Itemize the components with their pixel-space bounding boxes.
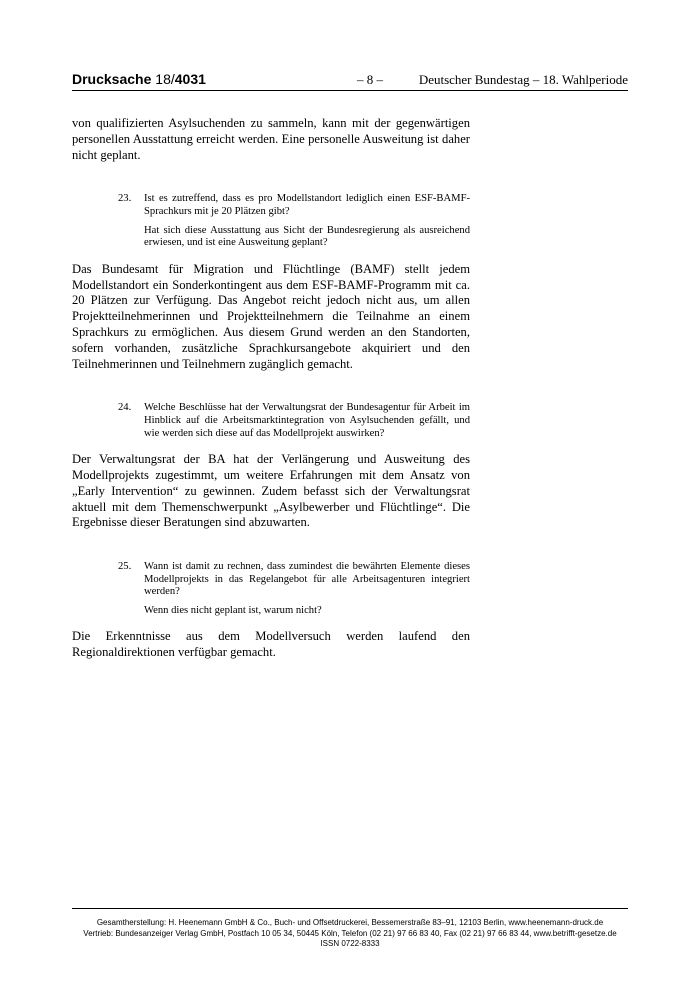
doc-number-prefix: 18/ bbox=[155, 71, 175, 87]
question-number: 23. bbox=[118, 193, 132, 205]
answer-text: Die Erkenntnisse aus dem Modellversuch werden laufend den Regionaldirektionen verfügbar gemacht. bbox=[72, 629, 470, 660]
parliament-period: Deutscher Bundestag – 18. Wahlperiode bbox=[418, 72, 628, 87]
footer-issn: ISSN 0722-8333 bbox=[320, 939, 380, 948]
question-text: Ist es zutreffend, dass es pro Modellstandort lediglich einen ESF-BAMF-Sprachkurs mit je 20 Plätzen gibt? bbox=[144, 193, 470, 217]
question-number: 24. bbox=[118, 402, 132, 414]
question-number: 25. bbox=[118, 561, 132, 573]
doc-number: 4031 bbox=[174, 71, 206, 87]
page-number: – 8 – bbox=[357, 72, 383, 87]
footer-distribution: Vertrieb: Bundesanzeiger Verlag GmbH, Postfach 10 05 34, 50445 Köln, Telefon (02 21) 97 66 83 40, Fax (02 21) 97 66 83 44, www.betrifft-gesetze.de bbox=[83, 928, 617, 938]
doc-label: Drucksache bbox=[72, 71, 152, 87]
question-text: Wann ist damit zu rechnen, dass zumindest die bewährten Elemente dieses Modellprojekts in das Regelangebot für alle Arbeitsagenturen integriert werden? bbox=[144, 561, 470, 598]
document-body bbox=[72, 116, 470, 661]
question-text: Wenn dies nicht geplant ist, warum nicht? bbox=[144, 604, 322, 616]
answer-text: Das Bundesamt für Migration und Flüchtlinge (BAMF) stellt jedem Modellstandort ein Sonderkontingent aus dem ESF-BAMF-Programm mit ca. 20 Plätzen zur Verfügung. Das Angebot reicht jedoch nicht aus, um allen Projektteilnehmerinnen und Projektteilnehmern die Teilnahme an einem Sprachkurs zu ermöglichen. Aus diesem Grund werden an den Standorten, sofern vorhanden, zusätzliche Sprachkursangebote akquiriert und den Teilnehmerinnen und Teilnehmern zugänglich gemacht. bbox=[72, 261, 470, 371]
question-text: Welche Beschlüsse hat der Verwaltungsrat der Bundesagentur für Arbeit im Hinblick auf die Arbeitsmarktintegration von Asylsuchenden gefällt, und wie werden sich diese auf das Modellprojekt auswirken? bbox=[144, 402, 470, 439]
question-block bbox=[72, 402, 470, 440]
footer-printer: Gesamtherstellung: H. Heenemann GmbH & Co., Buch- und Offsetdruckerei, Bessemerstraße 83–91, 12103 Berlin, www.heenemann-druck.de bbox=[96, 918, 604, 927]
answer-text: von qualifizierten Asylsuchenden zu sammeln, kann mit der gegenwärtigen personellen Ausstattung erreicht werden. Eine personelle Ausweitung ist daher nicht geplant. bbox=[72, 116, 470, 162]
page-footer bbox=[72, 908, 628, 950]
question-block bbox=[72, 561, 470, 617]
answer-text: Der Verwaltungsrat der BA hat der Verlängerung und Ausweitung des Modellprojekts zugestimmt, um weitere Erfahrungen mit dem Ansatz von „Early Intervention“ zu gewinnen. Zudem befasst sich der Verwaltungsrat aktuell mit dem Themenschwerpunkt „Asylbewerber und Flüchtlinge“. Die Ergebnisse dieser Beratungen sind abzuwarten. bbox=[72, 452, 470, 530]
page-header bbox=[72, 70, 628, 91]
question-text: Hat sich diese Ausstattung aus Sicht der Bundesregierung als ausreichend erwiesen, und ist eine Ausweitung geplant? bbox=[144, 224, 470, 249]
question-block bbox=[72, 193, 470, 249]
